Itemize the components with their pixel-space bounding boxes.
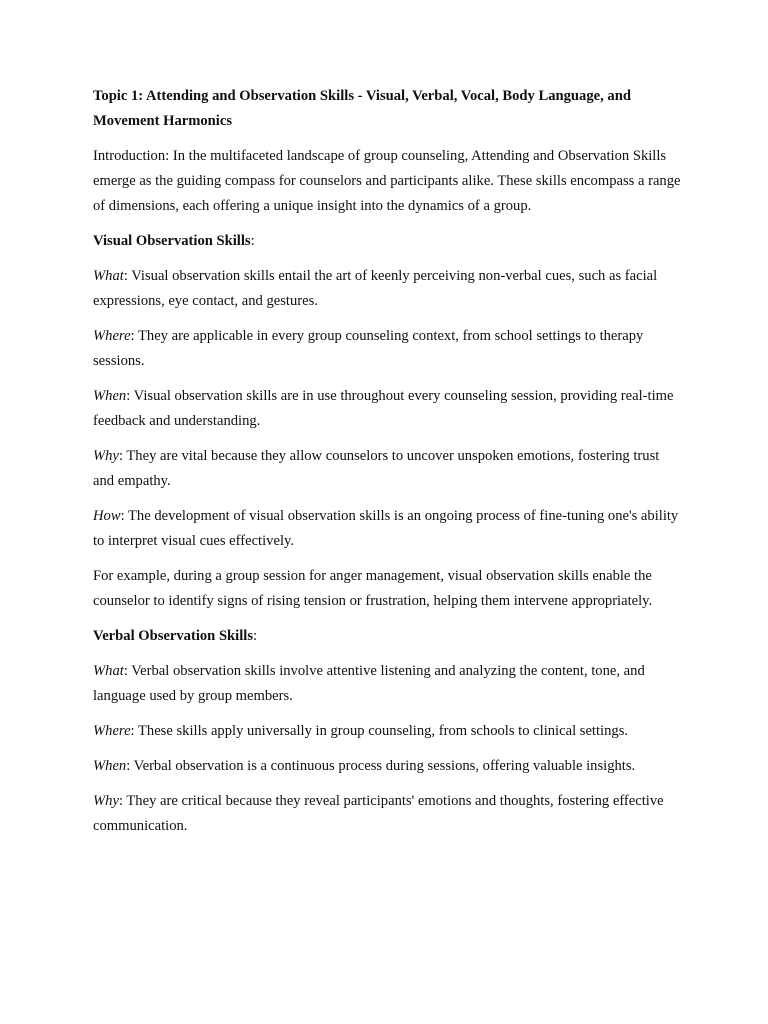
visual-why-label: Why xyxy=(93,448,119,464)
visual-what-label: What xyxy=(93,268,124,284)
visual-what-paragraph xyxy=(93,264,683,314)
verbal-when-paragraph xyxy=(93,754,683,779)
visual-why-text: : They are vital because they allow counselors to uncover unspoken emotions, fostering trust and empathy. xyxy=(93,448,660,489)
visual-heading-text: Visual Observation Skills xyxy=(93,233,251,249)
visual-why-paragraph xyxy=(93,444,683,494)
verbal-why-label: Why xyxy=(93,793,119,809)
verbal-when-text: : Verbal observation is a continuous process during sessions, offering valuable insights. xyxy=(126,758,636,774)
visual-when-label: When xyxy=(93,388,127,404)
verbal-heading-colon: : xyxy=(253,628,258,644)
visual-section-heading xyxy=(93,229,683,254)
visual-what-text: : Visual observation skills entail the art of keenly perceiving non-verbal cues, such as facial expressions, eye contact, and gestures. xyxy=(93,268,658,309)
verbal-where-text: : These skills apply universally in group counseling, from schools to clinical settings. xyxy=(130,723,629,739)
visual-where-label: Where xyxy=(93,328,131,344)
visual-how-paragraph xyxy=(93,504,683,554)
document-page xyxy=(93,84,683,849)
verbal-why-paragraph xyxy=(93,789,683,839)
verbal-section-heading xyxy=(93,624,683,649)
visual-where-paragraph xyxy=(93,324,683,374)
document-title: Topic 1: Attending and Observation Skills - Visual, Verbal, Vocal, Body Language, and Movement Harmonics xyxy=(93,88,631,129)
verbal-what-text: : Verbal observation skills involve attentive listening and analyzing the content, tone, and language used by group members. xyxy=(93,663,645,704)
visual-heading-colon: : xyxy=(250,233,255,249)
visual-where-text: : They are applicable in every group counseling context, from school settings to therapy sessions. xyxy=(93,328,644,369)
verbal-where-label: Where xyxy=(93,723,131,739)
visual-how-label: How xyxy=(93,508,121,524)
visual-when-text: : Visual observation skills are in use throughout every counseling session, providing real-time feedback and understanding. xyxy=(93,388,674,429)
verbal-what-paragraph xyxy=(93,659,683,709)
introduction-paragraph: Introduction: In the multifaceted landscape of group counseling, Attending and Observation Skills emerge as the guiding compass for counselors and participants alike. These skills encompass a range of dimensions, each offering a unique insight into the dynamics of a group. xyxy=(93,148,681,214)
verbal-why-text: : They are critical because they reveal participants' emotions and thoughts, fostering effective communication. xyxy=(93,793,664,834)
visual-how-text: : The development of visual observation skills is an ongoing process of fine-tuning one's ability to interpret visual cues effectively. xyxy=(93,508,679,549)
verbal-when-label: When xyxy=(93,758,127,774)
visual-example-paragraph: For example, during a group session for anger management, visual observation skills enable the counselor to identify signs of rising tension or frustration, helping them intervene appropriately. xyxy=(93,568,653,609)
visual-when-paragraph xyxy=(93,384,683,434)
verbal-where-paragraph xyxy=(93,719,683,744)
verbal-what-label: What xyxy=(93,663,124,679)
verbal-heading-text: Verbal Observation Skills xyxy=(93,628,254,644)
